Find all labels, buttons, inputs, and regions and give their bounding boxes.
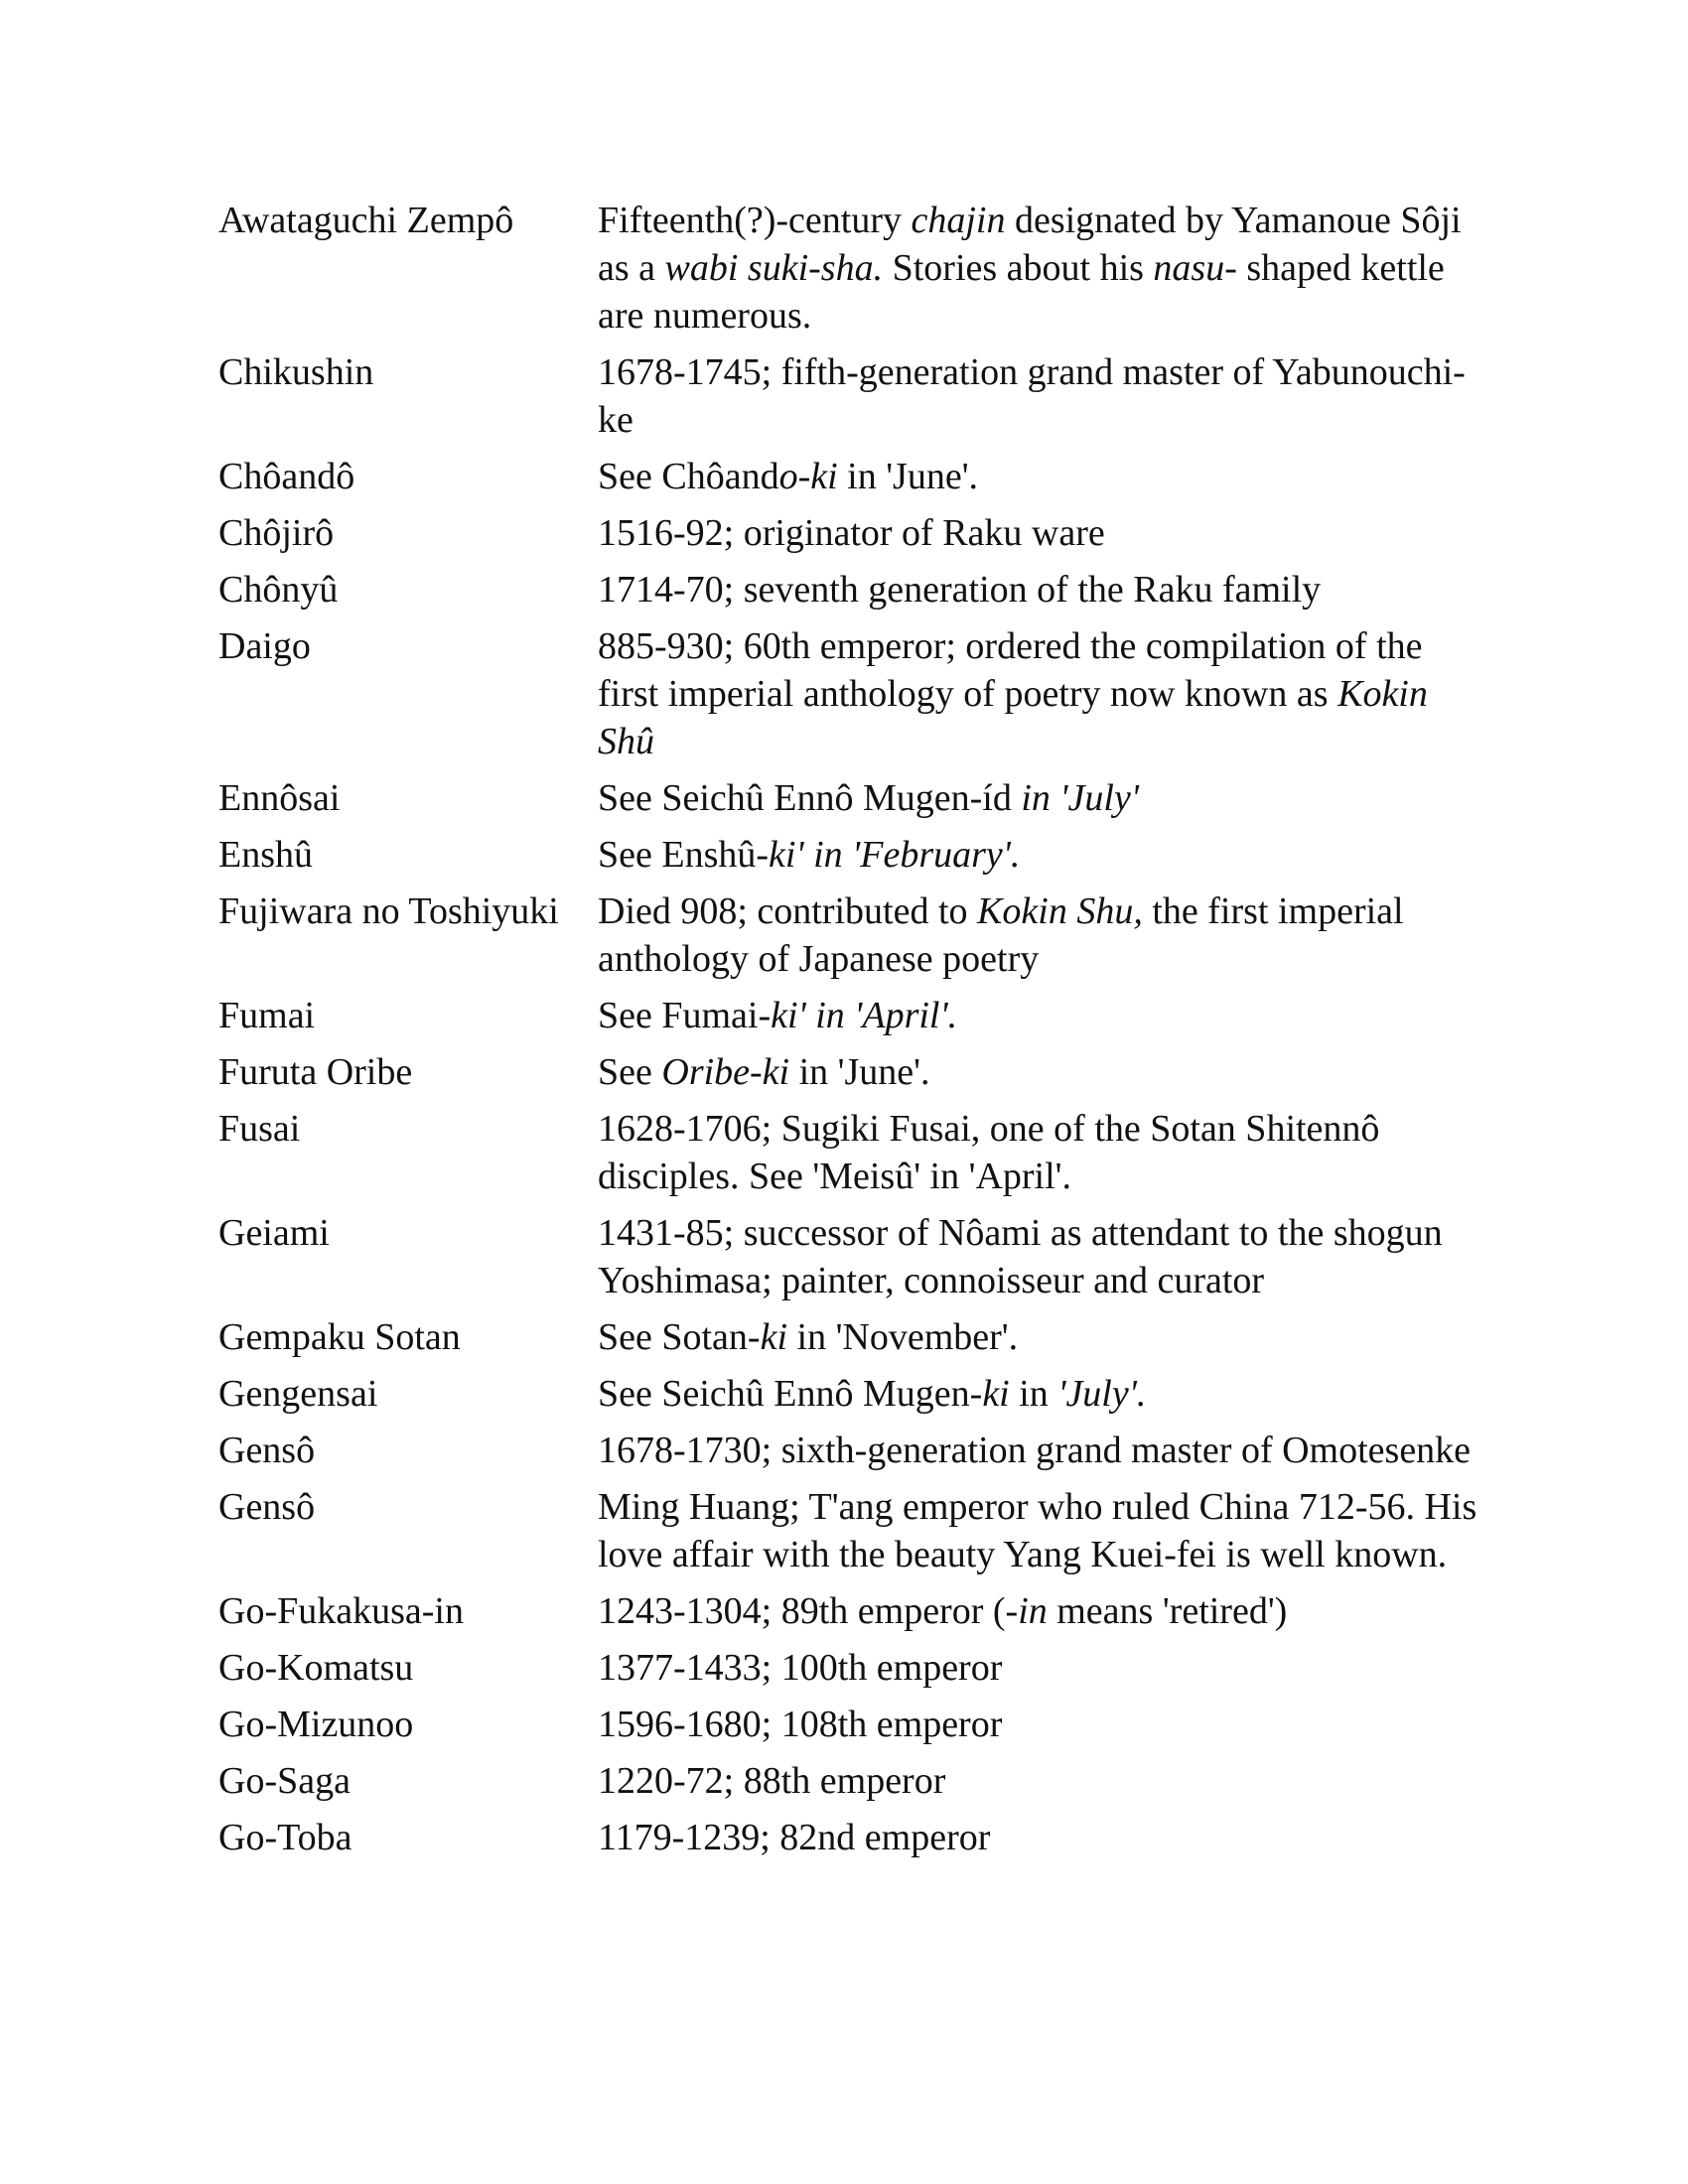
glossary-entry: [218, 1209, 1489, 1304]
entry-description: [598, 1427, 1489, 1474]
description-italic-segment: Kokin Shû: [598, 673, 1428, 762]
description-italic-segment: wabi suki-sha.: [664, 247, 884, 289]
glossary-entry: [218, 1483, 1489, 1578]
description-segment: 1596-1680; 108th emperor: [598, 1704, 1003, 1745]
entry-name: Gempaku Sotan: [218, 1316, 461, 1358]
description-segment: Ming Huang; T'ang emperor who ruled China 712-56. His love affair with the beauty Yang Kuei-fei is well known.: [598, 1486, 1477, 1575]
entry-description: [598, 1757, 1489, 1805]
description-segment: 1243-1304; 89th emperor (-: [598, 1590, 1019, 1632]
glossary-entry: [218, 1105, 1489, 1200]
entry-description: [598, 1313, 1489, 1361]
glossary-entry: [218, 1587, 1489, 1635]
description-segment: See Chôand: [598, 456, 779, 497]
glossary-entry: [218, 197, 1489, 340]
glossary-entry: [218, 1313, 1489, 1361]
description-segment: in: [1009, 1373, 1058, 1415]
description-segment: designated by Yamanoue Sôji as a: [598, 200, 1462, 289]
entry-name: Furuta Oribe: [218, 1051, 413, 1093]
entry-description: [598, 348, 1489, 444]
glossary-entry: [218, 348, 1489, 444]
entry-name: Fumai: [218, 995, 316, 1036]
description-italic-segment: in: [1018, 1590, 1048, 1632]
description-segment: Died 908; contributed to: [598, 890, 978, 932]
entry-description: [598, 1483, 1489, 1578]
entry-description: [598, 1048, 1489, 1096]
entry-description: [598, 1587, 1489, 1635]
glossary-entry: [218, 509, 1489, 557]
description-segment: Fifteenth(?)-century: [598, 200, 912, 241]
description-segment: 1678-1730; sixth-generation grand master of Omotesenke: [598, 1430, 1472, 1471]
entry-name: Chikushin: [218, 351, 374, 393]
entry-description: [598, 1370, 1489, 1418]
description-segment: in 'June'.: [837, 456, 979, 497]
entry-description: [598, 453, 1489, 500]
entry-name: Gensô: [218, 1486, 316, 1528]
description-segment: shaped kettle are numerous.: [598, 247, 1445, 337]
description-italic-segment: Oribe-ki: [661, 1051, 790, 1093]
entry-name: Gensô: [218, 1430, 316, 1471]
entry-name: Chôjirô: [218, 512, 335, 554]
glossary-entry: [218, 1370, 1489, 1418]
description-segment: See Seichû Ennô Mugen-íd: [598, 777, 1022, 819]
description-italic-segment: in 'July': [1021, 777, 1139, 819]
description-segment: 1431-85; successor of Nôami as attendant to the shogun Yoshimasa; painter, connoisseur and curator: [598, 1212, 1443, 1301]
description-segment: See Enshû-: [598, 834, 770, 876]
glossary-entry: [218, 1757, 1489, 1805]
glossary-entry: [218, 453, 1489, 500]
entry-description: [598, 992, 1489, 1039]
entry-name: Gengensai: [218, 1373, 378, 1415]
description-italic-segment: ki: [982, 1373, 1010, 1415]
glossary-entry: [218, 566, 1489, 614]
description-segment: See: [598, 1051, 662, 1093]
glossary-entry: [218, 992, 1489, 1039]
description-italic-segment: ki' in 'April'.: [771, 995, 958, 1036]
description-italic-segment: nasu-: [1153, 247, 1237, 289]
entry-description: [598, 1814, 1489, 1861]
description-segment: 885-930; 60th emperor; ordered the compilation of the first imperial anthology of poetry now known as: [598, 625, 1423, 715]
description-segment: See Fumai-: [598, 995, 772, 1036]
glossary-entry: [218, 887, 1489, 983]
description-segment: the first imperial anthology of Japanese poetry: [598, 890, 1404, 980]
description-italic-segment: ki: [760, 1316, 788, 1358]
description-segment: in 'June'.: [789, 1051, 930, 1093]
description-segment: 1220-72; 88th emperor: [598, 1760, 946, 1802]
description-italic-segment: 'July'.: [1057, 1373, 1147, 1415]
description-italic-segment: o-ki: [778, 456, 838, 497]
entry-name: Go-Mizunoo: [218, 1704, 414, 1745]
glossary-entry: [218, 1814, 1489, 1861]
entry-description: [598, 197, 1489, 340]
entry-name: Enshû: [218, 834, 313, 876]
entry-name: Fujiwara no Toshiyuki: [218, 890, 559, 932]
description-segment: Stories about his: [883, 247, 1154, 289]
entry-name: Chônyû: [218, 569, 339, 611]
entry-description: [598, 1209, 1489, 1304]
entry-description: [598, 774, 1489, 822]
entry-name: Fusai: [218, 1108, 301, 1150]
entry-description: [598, 887, 1489, 983]
description-segment: means 'retired'): [1047, 1590, 1288, 1632]
description-segment: 1628-1706; Sugiki Fusai, one of the Sotan Shitennô disciples. See 'Meisû' in 'April'.: [598, 1108, 1380, 1197]
entry-description: [598, 1105, 1489, 1200]
glossary-entry: [218, 1048, 1489, 1096]
description-segment: See Seichû Ennô Mugen-: [598, 1373, 983, 1415]
entry-description: [598, 622, 1489, 765]
glossary-entry: [218, 1644, 1489, 1692]
entry-name: Ennôsai: [218, 777, 341, 819]
description-italic-segment: chajin: [911, 200, 1006, 241]
glossary-entry: [218, 1427, 1489, 1474]
glossary-list: [218, 197, 1489, 1870]
entry-name: Geiami: [218, 1212, 330, 1254]
description-italic-segment: Kokin Shu,: [977, 890, 1143, 932]
description-segment: 1179-1239; 82nd emperor: [598, 1817, 991, 1858]
entry-description: [598, 509, 1489, 557]
entry-description: [598, 1644, 1489, 1692]
glossary-entry: [218, 831, 1489, 879]
entry-name: Go-Toba: [218, 1817, 352, 1858]
entry-description: [598, 566, 1489, 614]
description-segment: in 'November'.: [787, 1316, 1019, 1358]
entry-name: Chôandô: [218, 456, 355, 497]
entry-name: Go-Saga: [218, 1760, 351, 1802]
entry-name: Daigo: [218, 625, 311, 667]
description-segment: 1678-1745; fifth-generation grand master of Yabunouchi-ke: [598, 351, 1466, 441]
entry-name: Go-Komatsu: [218, 1647, 414, 1689]
description-segment: See Sotan-: [598, 1316, 761, 1358]
entry-name: Awataguchi Zempô: [218, 200, 514, 241]
glossary-entry: [218, 622, 1489, 765]
description-italic-segment: ki' in 'February'.: [769, 834, 1021, 876]
glossary-entry: [218, 774, 1489, 822]
description-segment: 1516-92; originator of Raku ware: [598, 512, 1105, 554]
description-segment: 1377-1433; 100th emperor: [598, 1647, 1003, 1689]
glossary-entry: [218, 1701, 1489, 1748]
entry-description: [598, 1701, 1489, 1748]
description-segment: 1714-70; seventh generation of the Raku family: [598, 569, 1322, 611]
entry-description: [598, 831, 1489, 879]
entry-name: Go-Fukakusa-in: [218, 1590, 464, 1632]
